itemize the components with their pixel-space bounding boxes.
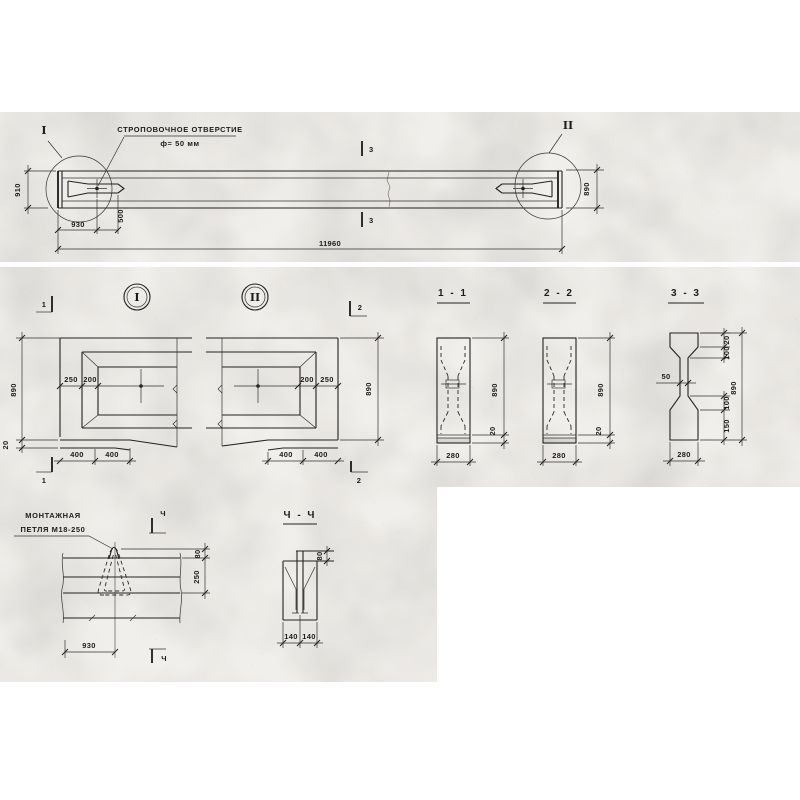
section-2-2-dim-lip: 20 (594, 426, 603, 436)
section-3-3-dim-width: 280 (677, 450, 691, 459)
detail-ii-bubble: II (249, 291, 261, 304)
section-3-3-dim-taper-bottom: 100 (722, 396, 731, 410)
dim-height-left: 910 (13, 183, 22, 197)
section-4-4-dim-protrusion: 80 (315, 551, 324, 561)
section-3-3-dim-web: 50 (661, 372, 671, 381)
dim-hole-to-recess: 500 (116, 209, 125, 223)
section-1-1-dim-lip: 20 (488, 426, 497, 436)
section-marker-top: 3 (369, 145, 374, 154)
detail-marker-right: II (562, 119, 574, 132)
dim-height-right: 890 (582, 182, 591, 196)
loop-dim-offset: 930 (82, 641, 96, 650)
loop-cut-top: Ч (160, 509, 166, 518)
callout-line2: ф= 50 мм (160, 139, 200, 148)
detail-i-dim-200: 200 (83, 375, 97, 384)
dim-total-length: 11960 (319, 239, 341, 248)
detail-ii-cut-top: 2 (357, 303, 363, 312)
loop-label-line2: ПЕТЛЯ М18-250 (20, 525, 86, 534)
detail-ii-dim-200: 200 (300, 375, 314, 384)
section-3-3-dim-flange-top: 20 (722, 335, 731, 345)
loop-label-line1: МОНТАЖНАЯ (25, 511, 81, 520)
section-marker-bottom: 3 (369, 216, 374, 225)
detail-ii-dim-250: 250 (320, 375, 334, 384)
detail-ii-dim-400a: 400 (279, 450, 293, 459)
detail-ii-cut-bottom: 2 (356, 476, 362, 485)
loop-cut-bottom: Ч (161, 654, 167, 663)
section-2-2-dim-width: 280 (552, 451, 566, 460)
section-3-3-dim-height: 890 (729, 381, 738, 395)
loop-dim-embed: 250 (192, 570, 201, 584)
detail-i-dim-lip: 20 (1, 440, 10, 450)
section-3-3-dim-taper-top: 100 (722, 346, 731, 360)
section-4-4-title: Ч - Ч (283, 510, 317, 521)
detail-i-bubble: I (134, 291, 140, 304)
detail-i-cut-bottom: 1 (41, 476, 47, 485)
section-1-1-dim-width: 280 (446, 451, 460, 460)
detail-i-dim-400b: 400 (105, 450, 119, 459)
section-3-3-title: 3 - 3 (670, 288, 702, 299)
detail-i-dim-height: 890 (9, 383, 18, 397)
detail-i-dim-400a: 400 (70, 450, 84, 459)
section-4-4-dim-140a: 140 (284, 632, 298, 641)
detail-ii-dim-400b: 400 (314, 450, 328, 459)
detail-marker-left: I (41, 124, 47, 137)
callout-line1: СТРОПОВОЧНОЕ ОТВЕРСТИЕ (117, 125, 243, 134)
section-1-1-dim-height: 890 (490, 383, 499, 397)
dim-end-to-hole: 930 (71, 220, 85, 229)
section-4-4-dim-140b: 140 (302, 632, 316, 641)
section-1-1-title: 1 - 1 (437, 288, 469, 299)
detail-i-cut-top: 1 (41, 300, 47, 309)
section-2-2-dim-height: 890 (596, 383, 605, 397)
detail-ii-dim-height: 890 (364, 382, 373, 396)
section-2-2-title: 2 - 2 (543, 288, 575, 299)
detail-i-dim-250: 250 (64, 375, 78, 384)
section-3-3-dim-flange-bottom: 150 (722, 419, 731, 433)
loop-dim-protrusion: 80 (193, 549, 202, 559)
scan-texture-strips (0, 112, 800, 682)
